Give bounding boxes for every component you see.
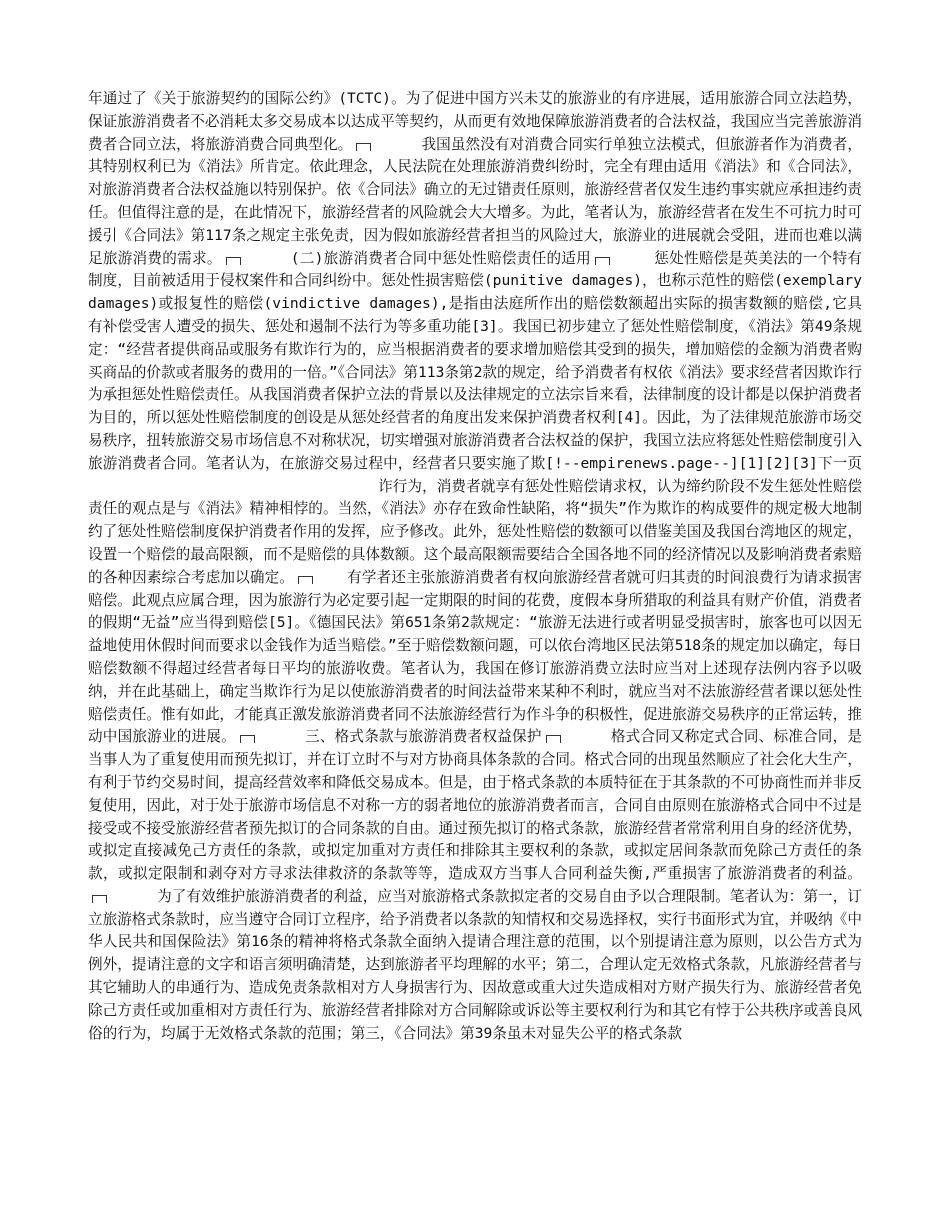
paragraph-standard-contracts: 格式合同又称定式合同、标准合同，是当事人为了重复使用而预先拟订，并在订立时不与对方协商具体条款的合同。格式合同的出现虽然顺应了社会化大生产，有利于节约交易时间，提高经营效率和降低交易成本。但是，由于格式条款的本质特征在于其条款的不可协商性而并非反复使用，因此，对于处于旅游市场信息不对称一方的弱者地位的旅游消费者而言，合同自由原则在旅游格式合同中不过是接受或不接受旅游经营者预先拟订的合同条款的自由。通过预先拟订的格式条款，旅游经营者常常利用自身的经济优势，或拟定直接减免己方责任的条款，或拟定加重对方责任和排除其主要权利的条款，或拟定居间条款而免除己方责任的条款，或拟定限制和剥夺对方寻求法律救济的条款等等，造成双方当事人合同利益失衡,严重损害了旅游消费者的利益。 [88,728,862,883]
document-page [88,88,862,1045]
paragraph-limit-standard-terms: 为了有效维护旅游消费者的利益，应当对旅游格式条款拟定者的交易自由予以合理限制。笔者认为：第一，订立旅游格式条款时，应当遵守合同订立程序，给予消费者以条款的知情权和交易选择权，实行书面形式为宜，并吸纳《中华人民共和国保险法》第16条的精神将格式条款全面纳入提请合理注意的范围，以个别提请注意为原则，以公告方式为例外，提请注意的文字和语言须明确清楚，达到旅游者平均理解的水平；第二，合理认定无效格式条款，凡旅游经营者与其它辅助人的串通行为、造成免责条款相对方人身损害行为、因故意或重大过失造成相对方财产损失行为、旅游经营者免除己方责任或加重相对方责任行为、旅游经营者排除对方合同解除或诉讼等主要权利行为和其它有悖于公共秩序或善良风俗的行为，均属于无效格式条款的范围；第三，《合同法》第39条虽未对显失公平的格式条款 [88,887,862,1042]
paragraph-break-icon [240,735,255,743]
paragraph-break-icon [356,143,371,151]
document-body [88,88,862,1045]
paragraph-break-icon [92,895,107,903]
page-separator-code: [!--empirenews.page--] [545,454,739,472]
pagination-links[interactable]: [1][2][3]下一页 [738,454,862,472]
paragraph-break-icon [226,257,241,265]
paragraph-consumer-contract: 我国虽然没有对消费合同实行单独立法模式，但旅游者作为消费者，其特别权利已为《消法》所肯定。依此理念，人民法院在处理旅游消费纠纷时，完全有理由适用《消法》和《合同法》，对旅游消费者合法权益施以特别保护。依《合同法》确立的无过错责任原则，旅游经营者仅发生违约事实就应承担违约责任。但值得注意的是，在此情况下，旅游经营者的风险就会大大增多。为此，笔者认为，旅游经营者在发生不可抗力时可援引《合同法》第117条之规定主张免责，因为假如旅游经营者担当的风险过大，旅游业的进展就会受阻，进而也难以满足旅游消费的需求。 [88,135,862,267]
paragraph-break-icon [546,735,561,743]
paragraph-break-icon [595,257,610,265]
paragraph-punitive-damages: 惩处性赔偿是英美法的一个特有制度，目前被适用于侵权案件和合同纠纷中。惩处性损害赔偿(punitive damages)，也称示范性的赔偿(exemplary damages)或报复性的赔偿(vindictive damages),是指由法庭所作出的赔偿数额超出实际的损害数额的赔偿,它具有补偿受害人遭受的损失、惩处和遏制不法行为等多重功能[3]。我国已初步建立了惩处性赔偿制度，《消法》第49条规定：“经营者提供商品或服务有欺诈行为的，应当根据消费者的要求增加赔偿其受到的损失，增加赔偿的金额为消费者购买商品的价款或者服务的费用的一倍。”《合同法》第113条第2款的规定，给予消费者有权依《消法》要求经营者因欺诈行为承担惩处性赔偿责任。从我国消费者保护立法的背景以及法律规定的立法宗旨来看，法律制度的设计都是以保护消费者为目的，所以惩处性赔偿制度的创设是从惩处经营者的角度出发来保护消费者权利[4]。因此，为了法律规范旅游市场交易秩序，扭转旅游交易市场信息不对称状况，切实增强对旅游消费者合法权益的保护，我国立法应将惩处性赔偿制度引入旅游消费者合同。笔者认为，在旅游交易过程中，经营者只要实施了欺 [88,249,862,472]
paragraph-break-icon [298,576,313,584]
paragraph-time-waste-damages: 有学者还主张旅游消费者有权向旅游经营者就可归其责的时间浪费行为请求损害赔偿。此观点应属合理，因为旅游行为必定要引起一定期限的时间的花费，度假本身所猎取的利益具有财产价值，消费者的假期“无益”应当得到赔偿[5]。《德国民法》第651条第2款规定：“旅游无法进行或者明显受损害时，旅客也可以因无益地使用休假时间而要求以金钱作为适当赔偿。”至于赔偿数额问题，可以依台湾地区民法第518条的规定加以确定，每日赔偿数额不得超过经营者每日平均的旅游收费。笔者认为，我国在修订旅游消费立法时应当对上述现存法例内容予以吸纳，并在此基础上，确定当欺诈行为足以使旅游消费者的时间法益带来某种不利时，就应当对不法旅游经营者课以惩处性赔偿责任。惟有如此，才能真正激发旅游消费者同不法旅游经营行为作斗争的积极性，促进旅游交易秩序的正常运转，推动中国旅游业的进展。 [88,568,862,746]
paragraph-punitive-damages-continued: 诈行为，消费者就享有惩处性赔偿请求权，认为缔约阶段不发生惩处性赔偿责任的观点是与《消法》精神相悖的。当然，《消法》亦存在致命性缺陷，将“损失”作为欺诈的构成要件的规定极大地制约了惩处性赔偿制度保护消费者作用的发挥，应予修改。此外，惩处性赔偿的数额可以借鉴美国及我国台湾地区的规定，设置一个赔偿的最高限额，而不是赔偿的具体数额。这个最高限额需要结合全国各地不同的经济情况以及影响消费者索赔的各种因素综合考虑加以确定。 [88,477,862,586]
paragraph-tctc-convention: 年通过了《关于旅游契约的国际公约》(TCTC)。为了促进中国方兴未艾的旅游业的有序进展，适用旅游合同立法趋势，保证旅游消费者不必消耗太多交易成本以达成平等契约，从而更有效地保障旅游消费者的合法权益，我国应当完善旅游消费者合同立法，将旅游消费合同典型化。 [88,90,862,153]
section-heading-punitive-damages: (二)旅游消费者合同中惩处性赔偿责任的适用 [290,249,592,267]
section-heading-standard-terms: 三、格式条款与旅游消费者权益保护 [304,728,542,746]
